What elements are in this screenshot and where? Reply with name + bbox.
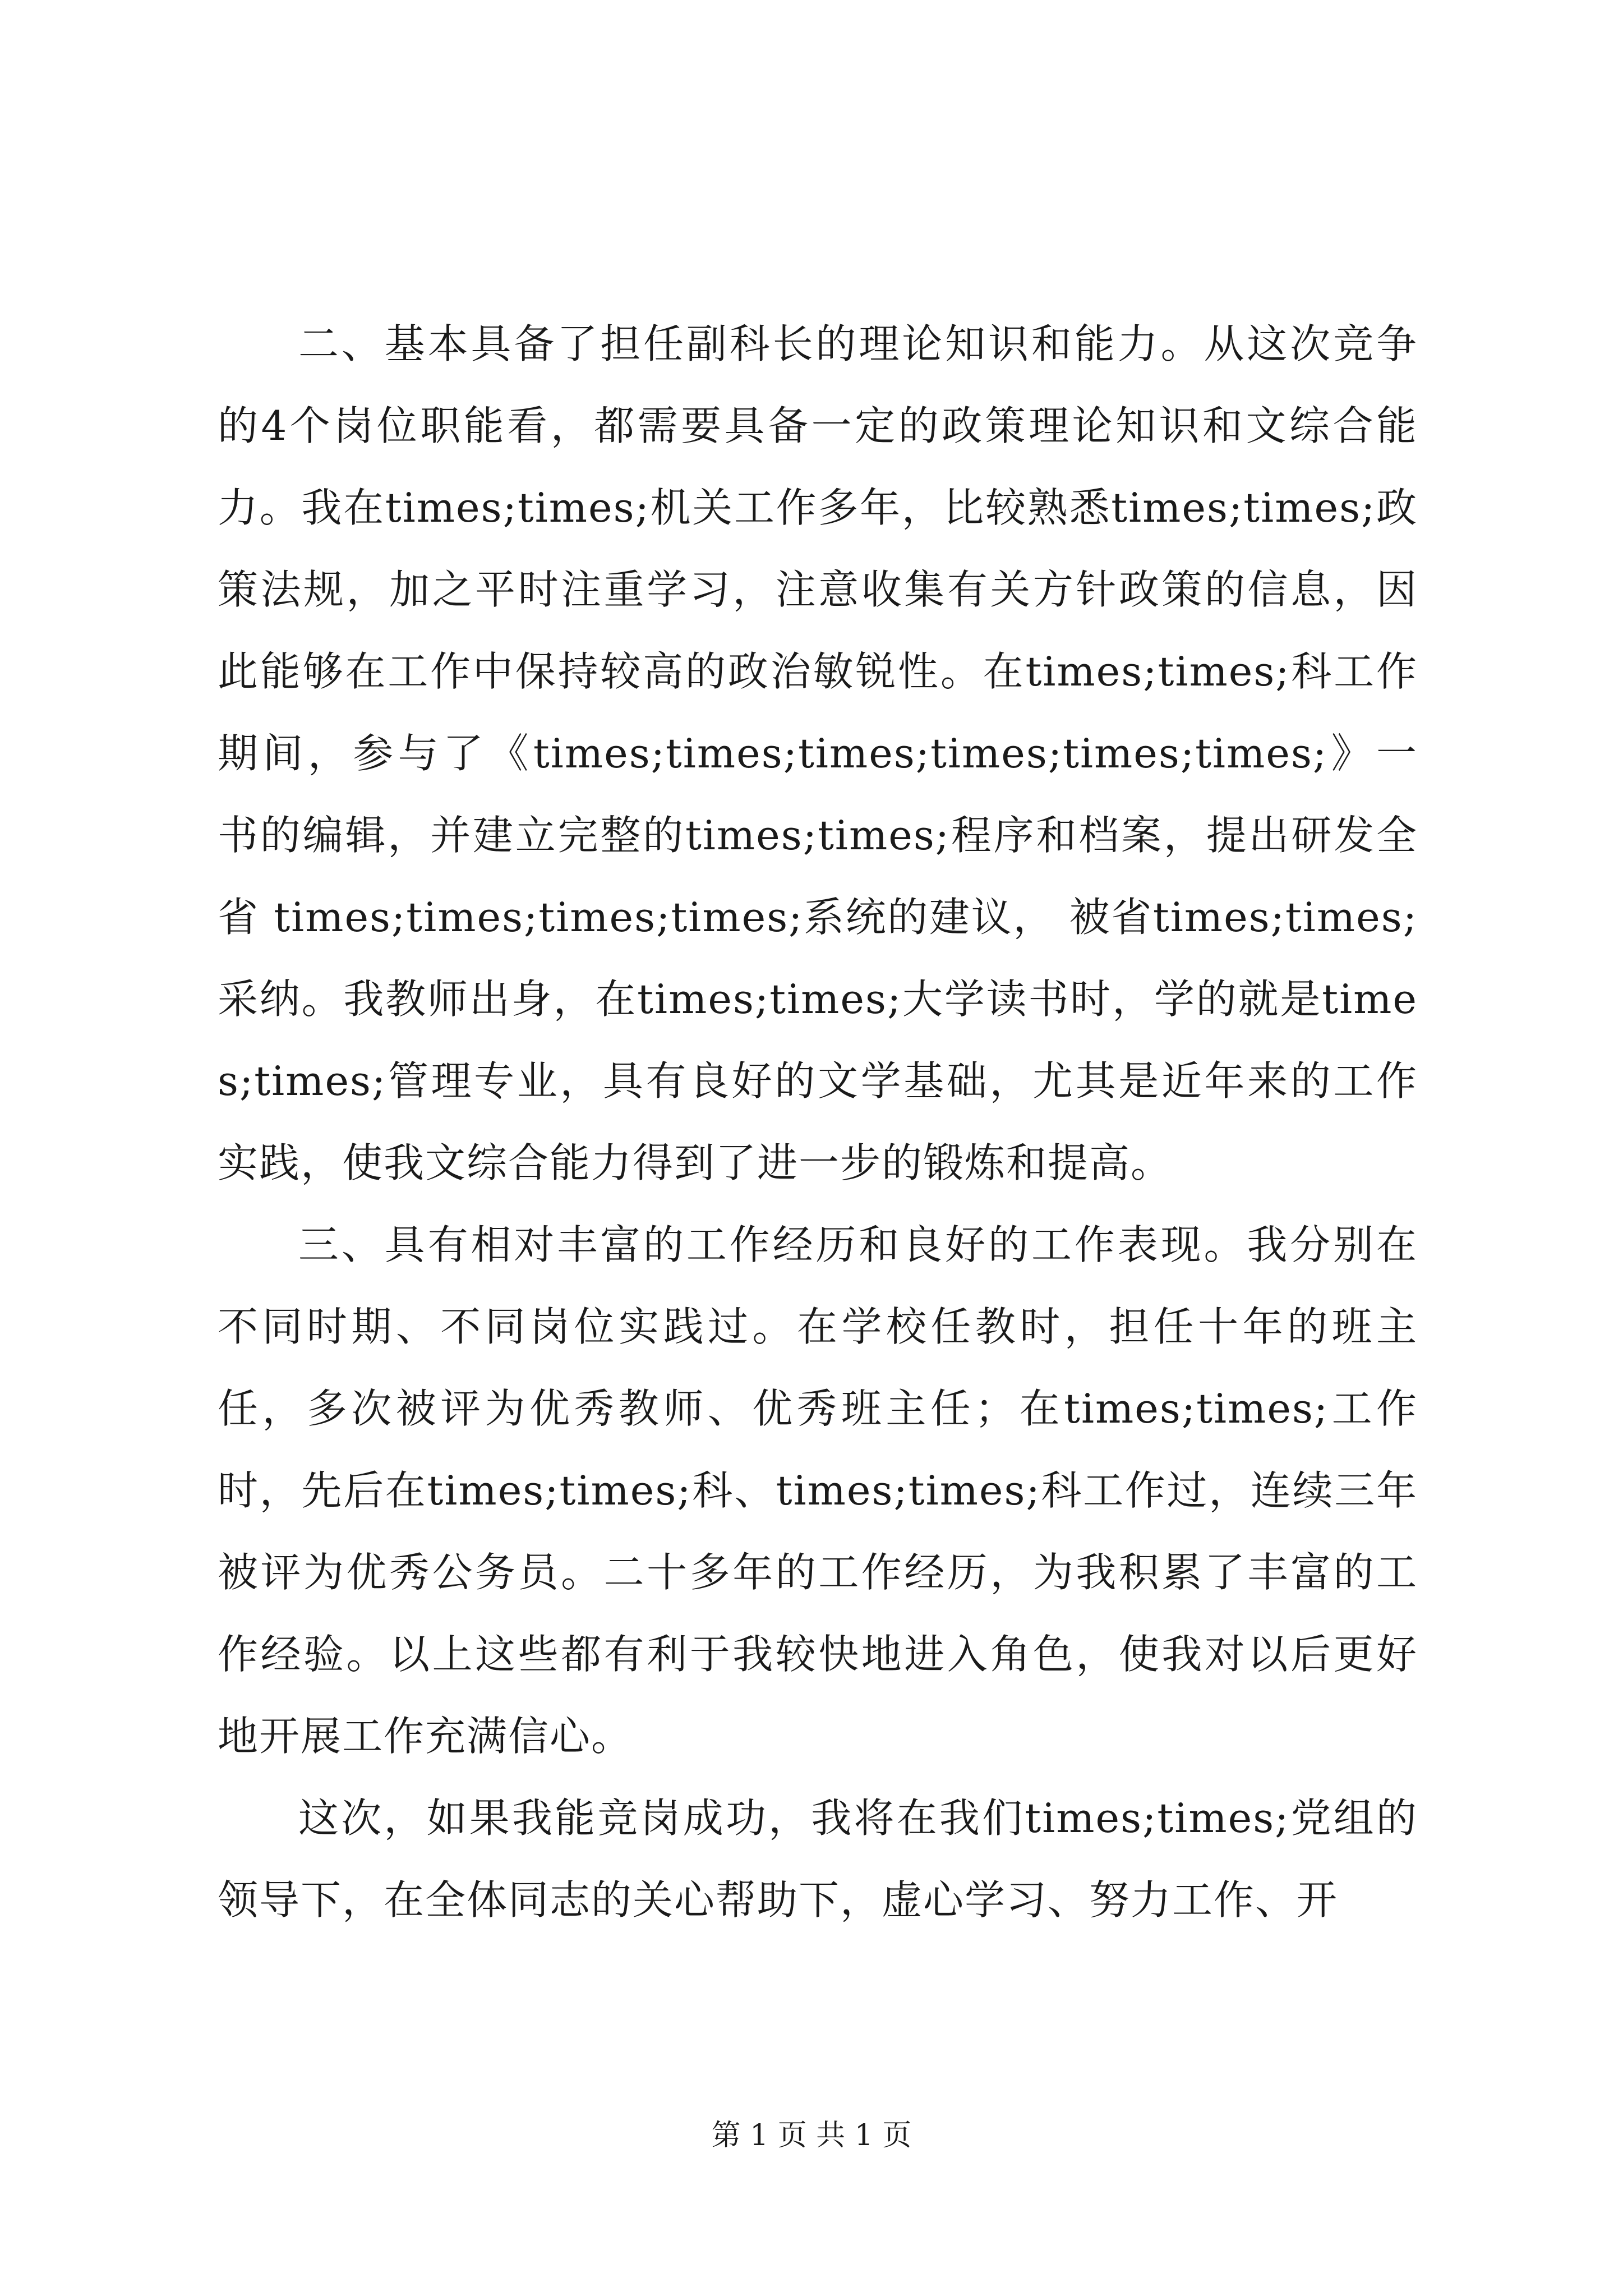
document-body <box>218 303 1418 1941</box>
paragraph-commitment: 这次，如果我能竞岗成功，我将在我们times;times;党组的领导下，在全体同志的关心帮助下，虚心学习、努力工作、开 <box>218 1795 1418 1924</box>
paragraph-experience: 三、具有相对丰富的工作经历和良好的工作表现。我分别在不同时期、不同岗位实践过。在学校任教时，担任十年的班主任，多次被评为优秀教师、优秀班主任；在times;times;工作时，先后在times;times;科、times;times;科工作过，连续三年被评为优秀公务员。二十多年的工作经历，为我积累了丰富的工作经验。以上这些都有利于我较快地进入角色，使我对以后更好地开展工作充满信心。 <box>218 1221 1418 1760</box>
page-footer: 第 1 页 共 1 页 <box>711 2119 912 2152</box>
paragraph-qualifications: 二、基本具备了担任副科长的理论知识和能力。从这次竞争的4个岗位职能看，都需要具备一定的政策理论知识和文综合能力。我在times;times;机关工作多年，比较熟悉times;times;政策法规，加之平时注重学习，注意收集有关方针政策的信息，因此能够在工作中保持较高的政治敏锐性。在times;times;科工作期间，参与了《times;times;times;times;times;times;》一书的编辑，并建立完整的times;times;程序和档案，提出研发全省 times;times;times;times;系统的建议， 被省times;times;采纳。我教师出身，在times;times;大学读书时，学的就是times;times;管理专业，具有良好的文学基础，尤其是近年来的工作实践，使我文综合能力得到了进一步的锻炼和提高。 <box>218 320 1418 1186</box>
